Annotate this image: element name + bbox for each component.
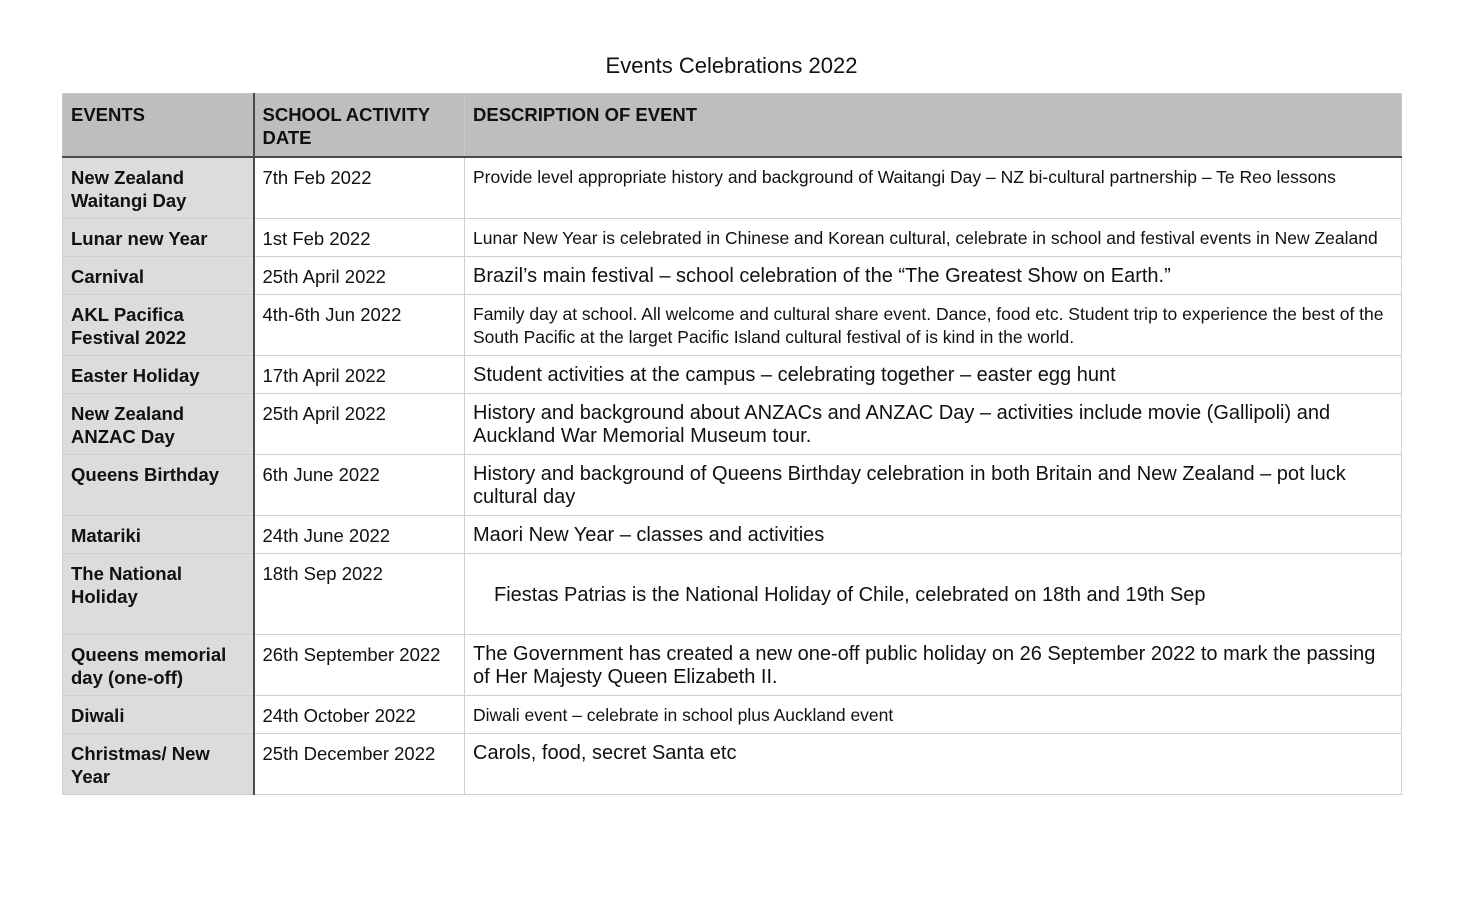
event-description-cell: Fiestas Patrias is the National Holiday of Chile, celebrated on 18th and 19th Sep [465,554,1402,635]
event-name-cell: Queens Birthday [63,455,254,516]
event-description-cell: Provide level appropriate history and background of Waitangi Day – NZ bi-cultural partnership – Te Reo lessons [465,157,1402,219]
event-description-cell: History and background of Queens Birthday celebration in both Britain and New Zealand – pot luck cultural day [465,455,1402,516]
table-row [63,635,1402,696]
event-name-cell: AKL Pacifica Festival 2022 [63,295,254,356]
event-name-cell: Matariki [63,516,254,554]
event-description-cell: Lunar New Year is celebrated in Chinese and Korean cultural, celebrate in school and festival events in New Zealand [465,219,1402,257]
table-row [63,295,1402,356]
event-date-cell: 24th October 2022 [254,696,465,734]
table-row [63,219,1402,257]
event-date-cell: 25th December 2022 [254,734,465,795]
event-description-cell: The Government has created a new one-off public holiday on 26 September 2022 to mark the passing of Her Majesty Queen Elizabeth II. [465,635,1402,696]
table-row [63,394,1402,455]
event-name-cell: Lunar new Year [63,219,254,257]
event-name-cell: New Zealand ANZAC Day [63,394,254,455]
event-date-cell: 26th September 2022 [254,635,465,696]
event-description-cell: Student activities at the campus – celebrating together – easter egg hunt [465,356,1402,394]
event-date-cell: 4th-6th Jun 2022 [254,295,465,356]
event-date-cell: 18th Sep 2022 [254,554,465,635]
event-date-cell: 25th April 2022 [254,257,465,295]
event-date-cell: 17th April 2022 [254,356,465,394]
events-table [62,93,1402,795]
event-date-cell: 6th June 2022 [254,455,465,516]
event-name-cell: Carnival [63,257,254,295]
table-row [63,157,1402,219]
table-row [63,455,1402,516]
event-name-cell: New Zealand Waitangi Day [63,157,254,219]
event-description-cell: Brazil’s main festival – school celebration of the “The Greatest Show on Earth.” [465,257,1402,295]
event-description-cell: Diwali event – celebrate in school plus Auckland event [465,696,1402,734]
event-date-cell: 24th June 2022 [254,516,465,554]
event-date-cell: 25th April 2022 [254,394,465,455]
event-name-cell: Queens memorial day (one-off) [63,635,254,696]
table-row [63,257,1402,295]
event-description-cell: Carols, food, secret Santa etc [465,734,1402,795]
table-row [63,696,1402,734]
column-header-date: SCHOOL ACTIVITY DATE [254,94,465,158]
table-row [63,734,1402,795]
table-row [63,356,1402,394]
table-row [63,516,1402,554]
event-description-cell: Family day at school. All welcome and cultural share event. Dance, food etc. Student trip to experience the best of the South Pacific at the larget Pacific Island cultural festival of is kind in the world. [465,295,1402,356]
event-name-cell: Easter Holiday [63,356,254,394]
event-date-cell: 7th Feb 2022 [254,157,465,219]
event-name-cell: Christmas/ New Year [63,734,254,795]
event-date-cell: 1st Feb 2022 [254,219,465,257]
event-description-cell: Maori New Year – classes and activities [465,516,1402,554]
event-name-cell: Diwali [63,696,254,734]
column-header-events: EVENTS [63,94,254,158]
event-name-cell: The National Holiday [63,554,254,635]
event-description-cell: History and background about ANZACs and ANZAC Day – activities include movie (Gallipoli) and Auckland War Memorial Museum tour. [465,394,1402,455]
table-row [63,554,1402,635]
page-title: Events Celebrations 2022 [605,53,858,78]
table-header-row [63,94,1402,158]
column-header-description: DESCRIPTION OF EVENT [465,94,1402,158]
